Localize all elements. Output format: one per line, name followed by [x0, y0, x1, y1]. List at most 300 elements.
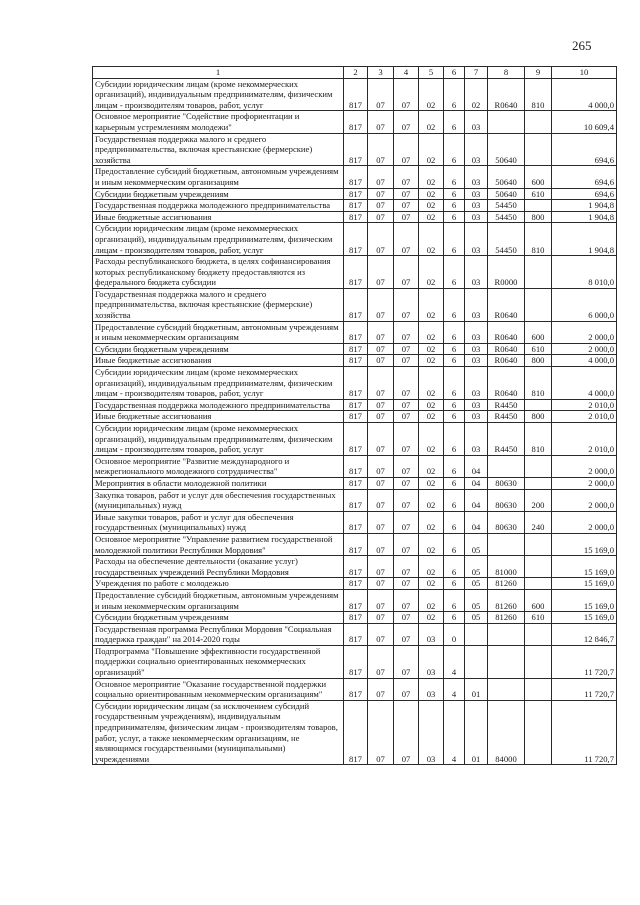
row-code-cell: 02: [419, 511, 444, 533]
row-code-cell: 03: [465, 200, 488, 212]
table-row: [93, 578, 617, 590]
row-code-cell: 03: [465, 166, 488, 188]
row-code-cell: 03: [465, 411, 488, 423]
column-header: 3: [368, 67, 394, 79]
table-row: [93, 355, 617, 367]
table-row: [93, 133, 617, 166]
row-amount: 694,6: [552, 166, 617, 188]
row-description: Субсидии бюджетным учреждениям: [93, 612, 344, 624]
row-code-cell: 610: [525, 188, 552, 200]
row-code-cell: 07: [394, 455, 419, 477]
row-code-cell: 817: [344, 533, 368, 555]
row-code-cell: 03: [419, 645, 444, 678]
row-code-cell: 02: [419, 423, 444, 456]
row-code-cell: 817: [344, 78, 368, 111]
row-code-cell: R4450: [488, 399, 525, 411]
row-code-cell: 817: [344, 645, 368, 678]
row-code-cell: 07: [394, 489, 419, 511]
row-code-cell: 6: [444, 188, 465, 200]
row-code-cell: 07: [368, 166, 394, 188]
row-amount: 2 000,0: [552, 511, 617, 533]
row-code-cell: 6: [444, 355, 465, 367]
row-description: Расходы республиканского бюджета, в целях софинансирования которых республиканскому бюджету предоставляются из федерального бюджета субсидии: [93, 256, 344, 289]
row-code-cell: 817: [344, 700, 368, 765]
row-code-cell: 6: [444, 399, 465, 411]
row-code-cell: 81260: [488, 612, 525, 624]
row-code-cell: 6: [444, 166, 465, 188]
row-amount: 11 720,7: [552, 678, 617, 700]
row-code-cell: [488, 623, 525, 645]
table-row: [93, 700, 617, 765]
row-amount: 694,6: [552, 133, 617, 166]
table-row: [93, 78, 617, 111]
column-header: 6: [444, 67, 465, 79]
row-code-cell: 817: [344, 578, 368, 590]
row-code-cell: [525, 645, 552, 678]
row-description: Иные бюджетные ассигнования: [93, 211, 344, 223]
row-code-cell: 03: [465, 288, 488, 321]
row-code-cell: 6: [444, 223, 465, 256]
row-code-cell: 05: [465, 533, 488, 555]
row-code-cell: 817: [344, 556, 368, 578]
row-code-cell: 03: [465, 321, 488, 343]
table-row: [93, 321, 617, 343]
row-description: Государственная поддержка молодежного предпринимательства: [93, 200, 344, 212]
table-row: [93, 612, 617, 624]
row-code-cell: [525, 256, 552, 289]
row-code-cell: 07: [368, 511, 394, 533]
row-description: Субсидии юридическим лицам (кроме некоммерческих организаций), индивидуальным предпринимателям, физическим лицам - производителям товаров, работ, услуг: [93, 78, 344, 111]
row-description: Основное мероприятие "Управление развитием государственной молодежной политики Республики Мордовия": [93, 533, 344, 555]
row-code-cell: 817: [344, 321, 368, 343]
row-code-cell: 07: [368, 411, 394, 423]
row-code-cell: 07: [394, 556, 419, 578]
row-code-cell: R0640: [488, 288, 525, 321]
row-code-cell: 6: [444, 343, 465, 355]
row-code-cell: 84000: [488, 700, 525, 765]
row-code-cell: 03: [465, 133, 488, 166]
column-header: 8: [488, 67, 525, 79]
row-code-cell: 07: [368, 423, 394, 456]
row-code-cell: 54450: [488, 223, 525, 256]
row-code-cell: 600: [525, 589, 552, 611]
row-code-cell: 02: [419, 111, 444, 133]
row-code-cell: 02: [419, 589, 444, 611]
row-code-cell: 03: [465, 256, 488, 289]
row-code-cell: 4: [444, 645, 465, 678]
row-code-cell: 07: [368, 355, 394, 367]
row-code-cell: 03: [419, 700, 444, 765]
row-amount: 2 010,0: [552, 423, 617, 456]
row-code-cell: 817: [344, 455, 368, 477]
row-code-cell: 6: [444, 455, 465, 477]
row-code-cell: 6: [444, 78, 465, 111]
row-code-cell: 610: [525, 612, 552, 624]
table-row: [93, 343, 617, 355]
row-code-cell: 81260: [488, 589, 525, 611]
row-code-cell: 07: [368, 533, 394, 555]
row-code-cell: [465, 645, 488, 678]
row-code-cell: [525, 556, 552, 578]
row-amount: 2 010,0: [552, 411, 617, 423]
table-row: [93, 200, 617, 212]
row-code-cell: 07: [394, 678, 419, 700]
row-amount: 8 010,0: [552, 256, 617, 289]
row-code-cell: 07: [394, 256, 419, 289]
row-code-cell: 07: [368, 612, 394, 624]
row-code-cell: 6: [444, 200, 465, 212]
row-amount: 15 169,0: [552, 533, 617, 555]
row-description: Иные бюджетные ассигнования: [93, 411, 344, 423]
row-code-cell: R0640: [488, 355, 525, 367]
row-description: Подпрограмма "Повышение эффективности государственной поддержки социально ориентированных некоммерческих организаций": [93, 645, 344, 678]
row-code-cell: 07: [394, 511, 419, 533]
row-amount: 15 169,0: [552, 578, 617, 590]
row-code-cell: 07: [394, 343, 419, 355]
row-code-cell: [525, 578, 552, 590]
row-description: Государственная поддержка малого и среднего предпринимательства, включая крестьянские (фермерские) хозяйства: [93, 288, 344, 321]
row-code-cell: [525, 678, 552, 700]
row-code-cell: 07: [394, 321, 419, 343]
row-code-cell: 6: [444, 556, 465, 578]
row-code-cell: [465, 623, 488, 645]
table-row: [93, 288, 617, 321]
table-row: [93, 645, 617, 678]
row-description: Субсидии юридическим лицам (кроме некоммерческих организаций), индивидуальным предпринимателям, физическим лицам - производителям товаров, работ, услуг: [93, 223, 344, 256]
row-description: Расходы на обеспечение деятельности (оказание услуг) государственных учреждений Республики Мордовия: [93, 556, 344, 578]
row-description: Предоставление субсидий бюджетным, автономным учреждениям и иным некоммерческим организациям: [93, 321, 344, 343]
row-code-cell: 817: [344, 111, 368, 133]
row-code-cell: 02: [465, 78, 488, 111]
row-description: Государственная поддержка молодежного предпринимательства: [93, 399, 344, 411]
column-header: 7: [465, 67, 488, 79]
row-code-cell: 07: [368, 200, 394, 212]
row-code-cell: [525, 477, 552, 489]
row-code-cell: 07: [368, 578, 394, 590]
row-code-cell: 80630: [488, 489, 525, 511]
row-code-cell: 03: [465, 343, 488, 355]
row-amount: 11 720,7: [552, 645, 617, 678]
table-row: [93, 256, 617, 289]
row-code-cell: 80630: [488, 511, 525, 533]
row-code-cell: 07: [394, 211, 419, 223]
row-amount: 4 000,0: [552, 367, 617, 400]
row-code-cell: 6: [444, 533, 465, 555]
row-amount: 10 609,4: [552, 111, 617, 133]
row-code-cell: 6: [444, 477, 465, 489]
row-code-cell: 02: [419, 411, 444, 423]
row-code-cell: [488, 455, 525, 477]
row-code-cell: 6: [444, 288, 465, 321]
row-code-cell: 07: [394, 367, 419, 400]
table-row: [93, 111, 617, 133]
row-code-cell: R0000: [488, 256, 525, 289]
row-code-cell: 54450: [488, 211, 525, 223]
row-code-cell: [488, 645, 525, 678]
row-code-cell: 02: [419, 256, 444, 289]
table-row: [93, 477, 617, 489]
row-code-cell: 810: [525, 367, 552, 400]
row-code-cell: 6: [444, 211, 465, 223]
row-code-cell: 02: [419, 612, 444, 624]
row-code-cell: 07: [368, 589, 394, 611]
row-code-cell: 81260: [488, 578, 525, 590]
row-code-cell: 02: [419, 188, 444, 200]
row-amount: 2 000,0: [552, 455, 617, 477]
row-code-cell: 6: [444, 612, 465, 624]
table-row: [93, 455, 617, 477]
row-code-cell: 02: [419, 578, 444, 590]
row-code-cell: [525, 533, 552, 555]
row-code-cell: 6: [444, 133, 465, 166]
row-amount: 694,6: [552, 188, 617, 200]
row-code-cell: 07: [394, 223, 419, 256]
row-code-cell: 07: [394, 578, 419, 590]
row-code-cell: 817: [344, 256, 368, 289]
row-code-cell: 03: [465, 399, 488, 411]
row-description: Закупка товаров, работ и услуг для обеспечения государственных (муниципальных) нужд: [93, 489, 344, 511]
row-code-cell: 07: [368, 645, 394, 678]
row-code-cell: 07: [368, 78, 394, 111]
row-code-cell: 817: [344, 511, 368, 533]
row-code-cell: 07: [368, 455, 394, 477]
row-code-cell: [525, 700, 552, 765]
row-amount: 1 904,8: [552, 200, 617, 212]
row-code-cell: 817: [344, 288, 368, 321]
table-row: [93, 678, 617, 700]
row-code-cell: 810: [525, 78, 552, 111]
table-row: [93, 489, 617, 511]
row-code-cell: 817: [344, 367, 368, 400]
row-code-cell: 6: [444, 589, 465, 611]
row-code-cell: [525, 623, 552, 645]
row-code-cell: R4450: [488, 411, 525, 423]
table-row: [93, 166, 617, 188]
row-description: Мероприятия в области молодежной политики: [93, 477, 344, 489]
row-code-cell: 81000: [488, 556, 525, 578]
row-description: Предоставление субсидий бюджетным, автономным учреждениям и иным некоммерческим организациям: [93, 589, 344, 611]
row-description: Основное мероприятие "Содействие профориентации и карьерным устремлениям молодежи": [93, 111, 344, 133]
row-code-cell: 200: [525, 489, 552, 511]
row-code-cell: 02: [419, 288, 444, 321]
column-header: 9: [525, 67, 552, 79]
row-code-cell: 04: [465, 489, 488, 511]
row-code-cell: 07: [368, 489, 394, 511]
column-header: 5: [419, 67, 444, 79]
row-code-cell: 02: [419, 533, 444, 555]
table-row: [93, 623, 617, 645]
row-code-cell: 817: [344, 678, 368, 700]
row-code-cell: 817: [344, 589, 368, 611]
table-row: [93, 223, 617, 256]
row-description: Субсидии бюджетным учреждениям: [93, 188, 344, 200]
row-code-cell: 05: [465, 589, 488, 611]
row-code-cell: 07: [394, 533, 419, 555]
row-code-cell: [488, 111, 525, 133]
row-code-cell: 817: [344, 343, 368, 355]
row-code-cell: 02: [419, 477, 444, 489]
row-code-cell: 02: [419, 211, 444, 223]
row-code-cell: 07: [368, 223, 394, 256]
row-code-cell: 01: [465, 678, 488, 700]
row-code-cell: 600: [525, 321, 552, 343]
row-amount: 2 000,0: [552, 489, 617, 511]
row-code-cell: 817: [344, 223, 368, 256]
row-code-cell: R0640: [488, 78, 525, 111]
row-code-cell: 04: [465, 455, 488, 477]
row-description: Субсидии юридическим лицам (за исключением субсидий государственным учреждениям), индивидуальным предпринимателям, физическим лицам - производителям товаров, работ, услуг, а также некоммерческим организациям, не являющимся государственными (муниципальными) учреждениями: [93, 700, 344, 765]
row-code-cell: 810: [525, 423, 552, 456]
row-code-cell: 817: [344, 623, 368, 645]
row-amount: 12 846,7: [552, 623, 617, 645]
row-code-cell: 05: [465, 578, 488, 590]
row-code-cell: 07: [394, 589, 419, 611]
row-amount: 4 000,0: [552, 355, 617, 367]
row-code-cell: 817: [344, 133, 368, 166]
row-code-cell: 80630: [488, 477, 525, 489]
row-code-cell: [525, 133, 552, 166]
row-code-cell: 817: [344, 612, 368, 624]
row-code-cell: [525, 288, 552, 321]
row-code-cell: 07: [368, 211, 394, 223]
row-description: Государственная поддержка малого и среднего предпринимательства, включая крестьянские (фермерские) хозяйства: [93, 133, 344, 166]
row-code-cell: 07: [394, 78, 419, 111]
row-code-cell: 03: [465, 223, 488, 256]
row-code-cell: 610: [525, 343, 552, 355]
row-code-cell: 07: [394, 355, 419, 367]
row-code-cell: 817: [344, 423, 368, 456]
row-amount: 1 904,8: [552, 211, 617, 223]
row-code-cell: 240: [525, 511, 552, 533]
column-header: 2: [344, 67, 368, 79]
row-code-cell: 600: [525, 166, 552, 188]
row-description: Субсидии юридическим лицам (кроме некоммерческих организаций), индивидуальным предпринимателям, физическим лицам - производителям товаров, работ, услуг: [93, 367, 344, 400]
row-code-cell: 07: [368, 367, 394, 400]
row-code-cell: 07: [394, 645, 419, 678]
row-code-cell: 50640: [488, 166, 525, 188]
row-code-cell: 817: [344, 355, 368, 367]
row-code-cell: 6: [444, 511, 465, 533]
row-code-cell: 02: [419, 367, 444, 400]
row-code-cell: 817: [344, 211, 368, 223]
row-code-cell: 03: [465, 423, 488, 456]
row-code-cell: 07: [394, 200, 419, 212]
row-amount: 1 904,8: [552, 223, 617, 256]
row-code-cell: [488, 678, 525, 700]
row-code-cell: [525, 200, 552, 212]
table-row: [93, 511, 617, 533]
row-code-cell: 817: [344, 188, 368, 200]
row-code-cell: 07: [368, 556, 394, 578]
row-code-cell: 07: [368, 399, 394, 411]
row-code-cell: 02: [419, 200, 444, 212]
row-description: Субсидии юридическим лицам (кроме некоммерческих организаций), индивидуальным предпринимателям, физическим лицам - производителям товаров, работ, услуг: [93, 423, 344, 456]
row-code-cell: 02: [419, 455, 444, 477]
row-code-cell: 6: [444, 256, 465, 289]
row-description: Основное мероприятие "Развитие международного и межрегионального молодежного сотрудничества": [93, 455, 344, 477]
row-code-cell: 07: [394, 700, 419, 765]
table-row: [93, 589, 617, 611]
row-code-cell: 6: [444, 411, 465, 423]
row-code-cell: 02: [419, 78, 444, 111]
row-code-cell: 07: [368, 256, 394, 289]
row-description: Иные бюджетные ассигнования: [93, 355, 344, 367]
row-code-cell: 03: [465, 188, 488, 200]
row-code-cell: 03: [465, 367, 488, 400]
budget-table: [92, 66, 617, 765]
row-code-cell: 07: [394, 612, 419, 624]
row-code-cell: 817: [344, 477, 368, 489]
row-code-cell: 04: [465, 511, 488, 533]
row-code-cell: 6: [444, 321, 465, 343]
row-code-cell: 02: [419, 166, 444, 188]
row-code-cell: 6: [444, 489, 465, 511]
row-code-cell: 0: [444, 623, 465, 645]
row-code-cell: 800: [525, 411, 552, 423]
table-row: [93, 399, 617, 411]
row-code-cell: R0640: [488, 367, 525, 400]
row-code-cell: 01: [465, 700, 488, 765]
row-code-cell: 07: [394, 399, 419, 411]
row-amount: 6 000,0: [552, 288, 617, 321]
row-code-cell: 800: [525, 355, 552, 367]
row-code-cell: 04: [465, 477, 488, 489]
row-code-cell: 07: [394, 623, 419, 645]
row-code-cell: R0640: [488, 343, 525, 355]
row-code-cell: 07: [394, 288, 419, 321]
row-code-cell: 810: [525, 223, 552, 256]
row-code-cell: 4: [444, 700, 465, 765]
row-code-cell: 07: [368, 133, 394, 166]
row-code-cell: 07: [394, 166, 419, 188]
row-description: Учреждения по работе с молодежью: [93, 578, 344, 590]
row-code-cell: 6: [444, 367, 465, 400]
row-code-cell: [525, 455, 552, 477]
row-code-cell: 05: [465, 556, 488, 578]
table-row: [93, 367, 617, 400]
row-code-cell: 02: [419, 223, 444, 256]
row-code-cell: 07: [368, 700, 394, 765]
row-code-cell: 07: [368, 678, 394, 700]
page-number: 265: [572, 38, 592, 53]
row-code-cell: [488, 533, 525, 555]
row-code-cell: R0640: [488, 321, 525, 343]
row-code-cell: 07: [394, 477, 419, 489]
column-header: 1: [93, 67, 344, 79]
row-code-cell: [525, 111, 552, 133]
table-row: [93, 188, 617, 200]
row-code-cell: 07: [368, 321, 394, 343]
table-row: [93, 211, 617, 223]
row-code-cell: 817: [344, 166, 368, 188]
row-code-cell: 4: [444, 678, 465, 700]
row-code-cell: 07: [394, 423, 419, 456]
row-code-cell: 817: [344, 489, 368, 511]
row-code-cell: 817: [344, 411, 368, 423]
row-amount: 11 720,7: [552, 700, 617, 765]
column-header: 4: [394, 67, 419, 79]
row-code-cell: 07: [368, 188, 394, 200]
row-code-cell: 02: [419, 489, 444, 511]
row-code-cell: 817: [344, 399, 368, 411]
row-code-cell: 54450: [488, 200, 525, 212]
row-code-cell: [525, 399, 552, 411]
column-header: 10: [552, 67, 617, 79]
row-description: Государственная программа Республики Мордовия "Социальная поддержка граждан" на 2014-2020 годы: [93, 623, 344, 645]
row-amount: 2 000,0: [552, 477, 617, 489]
table-header-row: [93, 67, 617, 79]
row-code-cell: 07: [368, 477, 394, 489]
